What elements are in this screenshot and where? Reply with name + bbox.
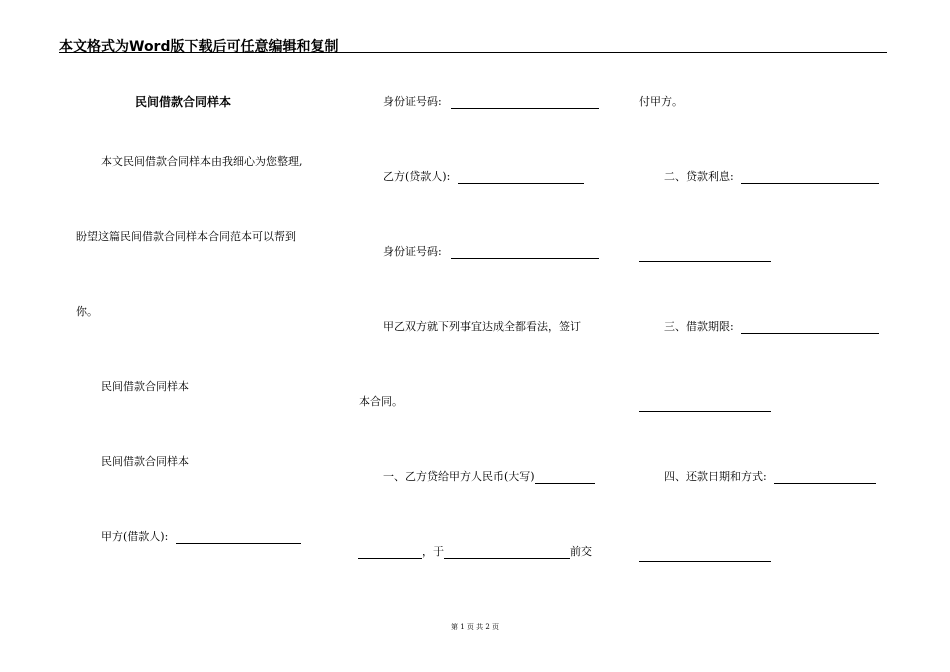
clause-1-mid-text: ，于 [422, 545, 444, 558]
clause-3-label: 三、借款期限: [664, 320, 734, 333]
clause-1-text: 一、乙方贷给甲方人民币(大写) [383, 470, 535, 483]
intro-text-line-1: 本文民间借款合同样本由我细心为您整理, [101, 155, 303, 168]
id-number-label-1: 身份证号码: [383, 95, 442, 108]
page-number: 第 1 页 共 2 页 [450, 623, 500, 631]
term-blank [741, 322, 879, 334]
agreement-text-line-2: 本合同。 [359, 395, 403, 408]
repayment-continuation-line [639, 543, 771, 562]
clause-4-line [664, 468, 876, 484]
party-a-blank [176, 532, 301, 544]
party-a-line [101, 528, 301, 544]
payment-line: 付甲方。 [639, 95, 683, 108]
section-heading-1: 民间借款合同样本 [101, 380, 189, 393]
interest-blank [741, 172, 879, 184]
id-number-label-2: 身份证号码: [383, 245, 442, 258]
intro-text-line-3: 你。 [76, 305, 98, 318]
party-b-label: 乙方(贷款人): [383, 170, 451, 183]
delivery-date-blank [444, 547, 570, 559]
document-header-title: 本文格式为Word版下载后可任意编辑和复制 [59, 39, 339, 55]
intro-text-line-2: 盼望这篇民间借款合同样本合同范本可以帮到 [76, 230, 296, 243]
repayment-continuation-blank [639, 550, 771, 562]
clause-1-continuation [358, 543, 592, 559]
document-title: 民间借款合同样本 [135, 95, 232, 109]
id-number-blank-1 [451, 97, 599, 109]
clause-2-label: 二、贷款利息: [664, 170, 734, 183]
id-number-blank-2 [451, 247, 599, 259]
amount-continuation-blank [358, 547, 422, 559]
party-b-line [383, 168, 584, 184]
loan-amount-blank [535, 472, 595, 484]
agreement-text-line-1: 甲乙双方就下列事宜达成全都看法，签订 [383, 320, 581, 333]
term-continuation-blank [639, 400, 771, 412]
header-divider [59, 52, 887, 53]
section-heading-2: 民间借款合同样本 [101, 455, 189, 468]
id-number-line-2 [383, 243, 599, 259]
interest-continuation-blank [639, 250, 771, 262]
id-number-line-1 [383, 93, 599, 109]
clause-4-label: 四、还款日期和方式: [664, 470, 767, 483]
repayment-blank [774, 472, 876, 484]
clause-2-line [664, 168, 879, 184]
clause-3-line [664, 318, 879, 334]
interest-continuation-line [639, 243, 771, 262]
term-continuation-line [639, 393, 771, 412]
clause-1-end-text: 前交 [570, 545, 592, 558]
clause-1-line [383, 468, 595, 484]
party-b-blank [458, 172, 584, 184]
party-a-label: 甲方(借款人): [101, 530, 169, 543]
